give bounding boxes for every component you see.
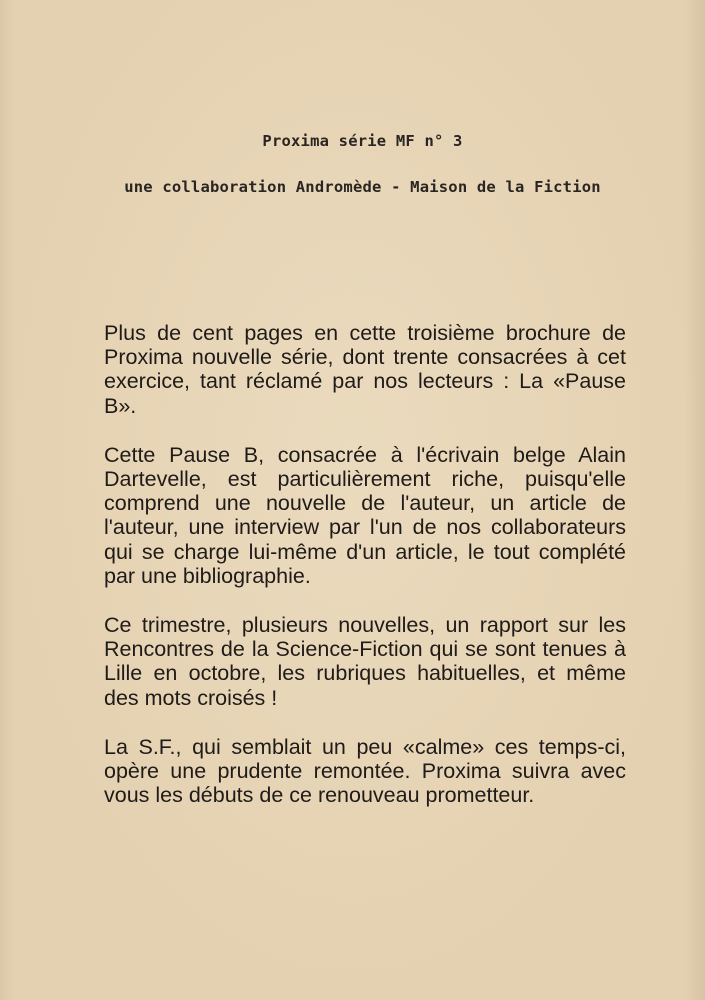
body-text — [104, 321, 626, 832]
paragraph-intro: Plus de cent pages en cette troisième brochure de Proxima nouvelle série, dont trente consacrées à cet exercice, tant réclamé par nos lecteurs : La «Pause B». — [104, 321, 626, 418]
paragraph-trimestre: Ce trimestre, plusieurs nouvelles, un rapport sur les Rencontres de la Science-Fiction qui se sont tenues à Lille en octobre, les rubriques habituelles, et même des mots croisés ! — [104, 613, 626, 710]
paragraph-pause-b: Cette Pause B, consacrée à l'écrivain belge Alain Dartevelle, est particulièrement riche, puisqu'elle comprend une nouvelle de l'auteur, un article de l'auteur, une interview par l'un de nos collaborateurs qui se charge lui-même d'un article, le tout complété par une bibliographie. — [104, 442, 626, 588]
series-title: Proxima série MF n° 3 — [262, 132, 463, 150]
collaboration-line: une collaboration Andromède - Maison de la Fiction — [124, 178, 601, 196]
paragraph-sf: La S.F., qui semblait un peu «calme» ces temps-ci, opère une prudente remontée. Proxima suivra avec vous les débuts de ce renouveau prometteur. — [104, 734, 626, 808]
